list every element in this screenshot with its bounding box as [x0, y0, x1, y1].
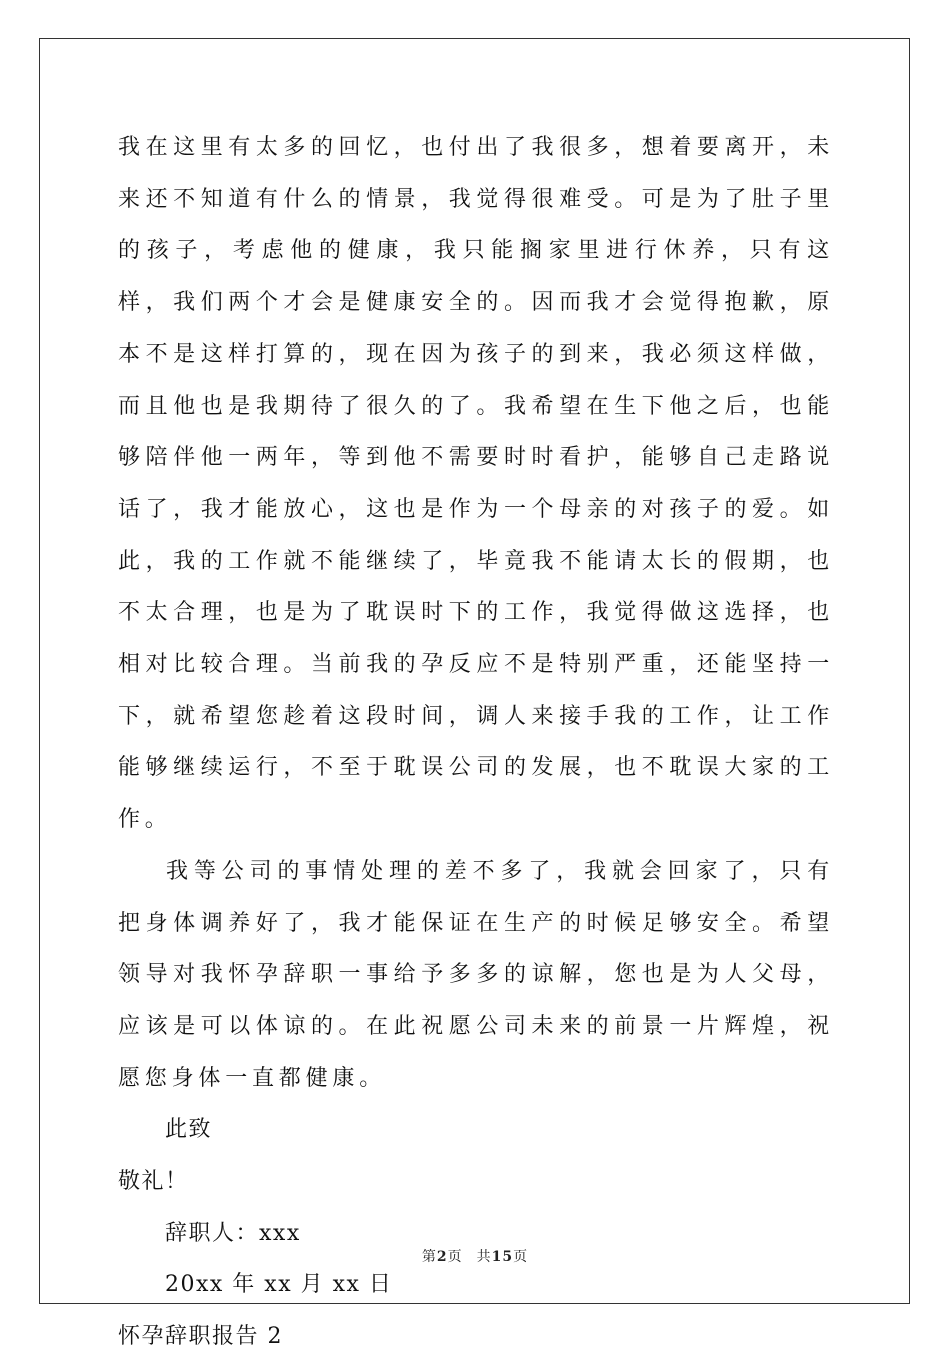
- date-line: 20xx 年 xx 月 xx 日: [165, 1272, 393, 1298]
- next-section-title: 怀孕辞职报告 2: [118, 1324, 283, 1350]
- salutation-line: 敬礼！: [118, 1169, 189, 1195]
- body-paragraph-1: 我在这里有太多的回忆，也付出了我很多，想着要离开，未来还不知道有什么的情景，我觉得很难受。可是为了肚子里的孩子，考虑他的健康，我只能搁家里进行休养，只有这样，我们两个才会是健康安全的。因而我才会觉得抱歉，原本不是这样打算的，现在因为孩子的到来，我必须这样做，而且他也是我期待了很久的了。我希望在生下他之后，也能够陪伴他一两年，等到他不需要时时看护，能够自己走路说话了，我才能放心，这也是作为一个母亲的对孩子的爱。如此，我的工作就不能继续了，毕竟我不能请太长的假期，也不太合理，也是为了耽误时下的工作，我觉得做这选择，也相对比较合理。当前我的孕反应不是特别严重，还能坚持一下，就希望您趁着这段时间，调人来接手我的工作，让工作能够继续运行，不至于耽误公司的发展，也不耽误大家的工作。: [118, 135, 834, 833]
- total-suffix: 页: [513, 1249, 529, 1265]
- total-prefix: 共: [476, 1249, 492, 1265]
- document-body: [118, 122, 834, 1363]
- signature-line: 辞职人：xxx: [165, 1220, 301, 1246]
- body-paragraph-2: 我等公司的事情处理的差不多了，我就会回家了，只有把身体调养好了，我才能保证在生产的时候足够安全。希望领导对我怀孕辞职一事给予多多的谅解，您也是为人父母，应该是可以体谅的。在此祝愿公司未来的前景一片辉煌，祝愿您身体一直都健康。: [118, 858, 834, 1091]
- page-suffix: 页: [447, 1249, 463, 1265]
- page-prefix: 第: [421, 1249, 437, 1265]
- page-footer: [0, 1246, 950, 1266]
- closing-line: 此致: [165, 1117, 213, 1143]
- total-pages: 15: [491, 1249, 514, 1265]
- page-number: 2: [436, 1249, 448, 1265]
